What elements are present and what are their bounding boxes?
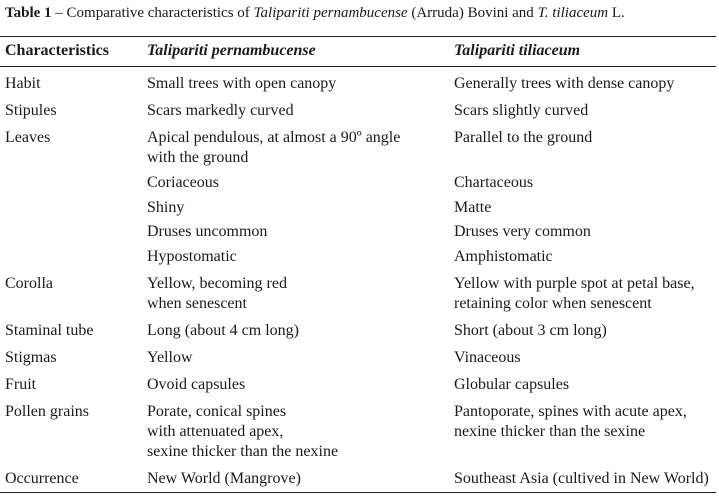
table-top-rule xyxy=(0,36,716,37)
table-header-rule xyxy=(0,66,716,67)
cell-leaves-species1-line2: with the ground xyxy=(147,149,249,166)
cell-pollen-species1-line3: sexine thicker than the nexine xyxy=(147,443,339,460)
table-caption-authority1: (Arruda) Bovini and xyxy=(407,5,538,21)
cell-leaves-species1-line1: Apical pendulous, at almost a 90º angle xyxy=(147,129,401,146)
cell-corolla-species2-line2: retaining color when senescent xyxy=(454,295,652,312)
cell-habit-species1: Small trees with open canopy xyxy=(147,75,337,92)
cell-leaves-species1-surface: Shiny xyxy=(147,199,185,216)
row-label-leaves: Leaves xyxy=(5,129,51,146)
row-label-staminal-tube: Staminal tube xyxy=(5,322,94,339)
row-label-occurrence: Occurrence xyxy=(5,470,79,487)
cell-pollen-species1-line2: with attenuated apex, xyxy=(147,423,284,440)
column-header-species1: Talipariti pernambucense xyxy=(147,42,316,59)
cell-leaves-species2-texture: Chartaceous xyxy=(454,174,534,191)
table-caption xyxy=(5,4,625,22)
row-label-pollen-grains: Pollen grains xyxy=(5,403,89,420)
cell-stigmas-species2: Vinaceous xyxy=(454,349,521,366)
cell-occurrence-species1: New World (Mangrove) xyxy=(147,470,301,487)
cell-habit-species2: Generally trees with dense canopy xyxy=(454,75,675,92)
row-label-habit: Habit xyxy=(5,75,41,92)
row-label-stigmas: Stigmas xyxy=(5,349,57,366)
cell-pollen-species2-line2: nexine thicker than the sexine xyxy=(454,423,646,440)
cell-corolla-species1-line1: Yellow, becoming red xyxy=(147,275,287,292)
cell-leaves-species1-texture: Coriaceous xyxy=(147,174,219,191)
cell-corolla-species1-line2: when senescent xyxy=(147,295,247,312)
table-caption-text: – Comparative characteristics of xyxy=(51,5,254,21)
cell-staminal-species2: Short (about 3 cm long) xyxy=(454,322,607,339)
row-label-stipules: Stipules xyxy=(5,102,57,119)
cell-leaves-species2-druses: Druses very common xyxy=(454,223,591,240)
row-label-corolla: Corolla xyxy=(5,275,53,292)
row-label-fruit: Fruit xyxy=(5,376,37,393)
table-bottom-rule xyxy=(0,492,716,493)
cell-leaves-species2-stomata: Amphistomatic xyxy=(454,248,553,265)
cell-corolla-species2-line1: Yellow with purple spot at petal base, xyxy=(454,275,695,292)
cell-fruit-species1: Ovoid capsules xyxy=(147,376,246,393)
cell-occurrence-species2: Southeast Asia (cultived in New World) xyxy=(454,470,709,487)
cell-leaves-species2: Parallel to the ground xyxy=(454,129,593,146)
cell-leaves-species2-surface: Matte xyxy=(454,199,492,216)
table-caption-label: Table 1 xyxy=(5,5,52,21)
cell-pollen-species2-line1: Pantoporate, spines with acute apex, xyxy=(454,403,687,420)
cell-stipules-species2: Scars slightly curved xyxy=(454,102,589,119)
column-header-characteristics: Characteristics xyxy=(5,42,109,59)
table-caption-species1: Talipariti pernambucense xyxy=(253,5,408,21)
column-header-species2: Talipariti tiliaceum xyxy=(454,42,581,59)
cell-pollen-species1-line1: Porate, conical spines xyxy=(147,403,287,420)
cell-stipules-species1: Scars markedly curved xyxy=(147,102,294,119)
table-caption-species2: T. tiliaceum xyxy=(537,5,609,21)
cell-fruit-species2: Globular capsules xyxy=(454,376,570,393)
cell-stigmas-species1: Yellow xyxy=(147,349,193,366)
table-caption-authority2: L. xyxy=(608,5,625,21)
cell-leaves-species1-stomata: Hypostomatic xyxy=(147,248,237,265)
cell-staminal-species1: Long (about 4 cm long) xyxy=(147,322,299,339)
cell-leaves-species1-druses: Druses uncommon xyxy=(147,223,268,240)
